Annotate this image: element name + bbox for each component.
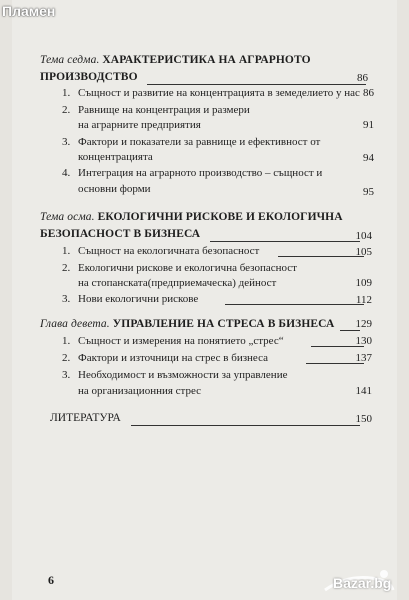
page-number: 6 [48, 573, 54, 587]
toc-entry-page: 130 [355, 335, 372, 347]
literature-rule [131, 425, 360, 426]
toc-entry-page: 91 [363, 119, 374, 131]
toc-entry-page: 109 [355, 277, 372, 289]
section-9-rule [340, 330, 360, 331]
toc-entry-page: 141 [355, 385, 372, 397]
section-9-title [40, 318, 334, 330]
section-7-title [40, 54, 311, 66]
toc-entry-page: 95 [363, 186, 374, 198]
section-7-prefix: Тема седма. [40, 54, 100, 66]
section-8-page: 104 [355, 230, 372, 242]
toc-entry: 2. Равнище на концентрация и размери [62, 104, 250, 116]
toc-entry-page: 105 [355, 246, 372, 258]
toc-entry: 4. Интеграция на аграрното производство – същност и [62, 167, 323, 179]
toc-entry-cont: на аграрните предприятия [78, 119, 201, 131]
literature-title: ЛИТЕРАТУРА [50, 412, 121, 424]
leader-rule [225, 304, 364, 305]
toc-entry: 1. Същност и измерения на понятието „стрес“ [62, 335, 284, 347]
section-7-rule [147, 84, 366, 85]
toc-entry-cont: на стопанската(предприемаческа) дейност [78, 277, 277, 289]
section-7-title-line1: ХАРАКТЕРИСТИКА НА АГРАРНОТО [102, 54, 311, 66]
section-8-title-line2: БЕЗОПАСНОСТ В БИЗНЕСА [40, 228, 201, 240]
toc-entry-cont: концентрацията [78, 151, 153, 163]
toc-entry: 3. Фактори и показатели за равнище и ефективност от [62, 136, 321, 148]
toc-entry-page: 86 [363, 87, 374, 99]
toc-entry-cont: на организационния стрес [78, 385, 202, 397]
toc-entry-page: 137 [355, 352, 372, 364]
section-8-rule [210, 241, 360, 242]
section-8-title [40, 211, 343, 223]
section-9-prefix: Глава девета. [40, 318, 110, 330]
toc-entry-page: 94 [363, 152, 374, 164]
section-9-title-line1: УПРАВЛЕНИЕ НА СТРЕСА В БИЗНЕСА [112, 318, 335, 330]
toc-entry: 3. Необходимост и възможности за управление [62, 369, 288, 381]
toc-entry-page: 112 [355, 294, 372, 306]
toc-entry: 1. Същност на екологичната безопасност [62, 245, 260, 257]
toc-entry: 3. Нови екологични рискове [62, 293, 199, 305]
section-9-page: 129 [355, 318, 372, 330]
toc-entry-cont: основни форми [78, 183, 151, 195]
section-7-page: 86 [357, 72, 368, 84]
toc-entry: 2. Екологични рискове и екологична безопасност [62, 262, 297, 274]
literature-page: 150 [355, 413, 372, 425]
bazar-logo-text: Bazar.bg [333, 575, 392, 591]
watermark: Пламен [2, 3, 56, 19]
section-7-title-line2: ПРОИЗВОДСТВО [40, 71, 138, 83]
toc-entry: 2. Фактори и източници на стрес в бизнеса [62, 352, 268, 364]
section-8-prefix: Тема осма. [40, 211, 95, 223]
toc-entry: 1. Същност и развитие на концентрацията в земеделието у нас [62, 87, 360, 99]
section-8-title-line1: ЕКОЛОГИЧНИ РИСКОВЕ И ЕКОЛОГИЧНА [97, 211, 343, 223]
